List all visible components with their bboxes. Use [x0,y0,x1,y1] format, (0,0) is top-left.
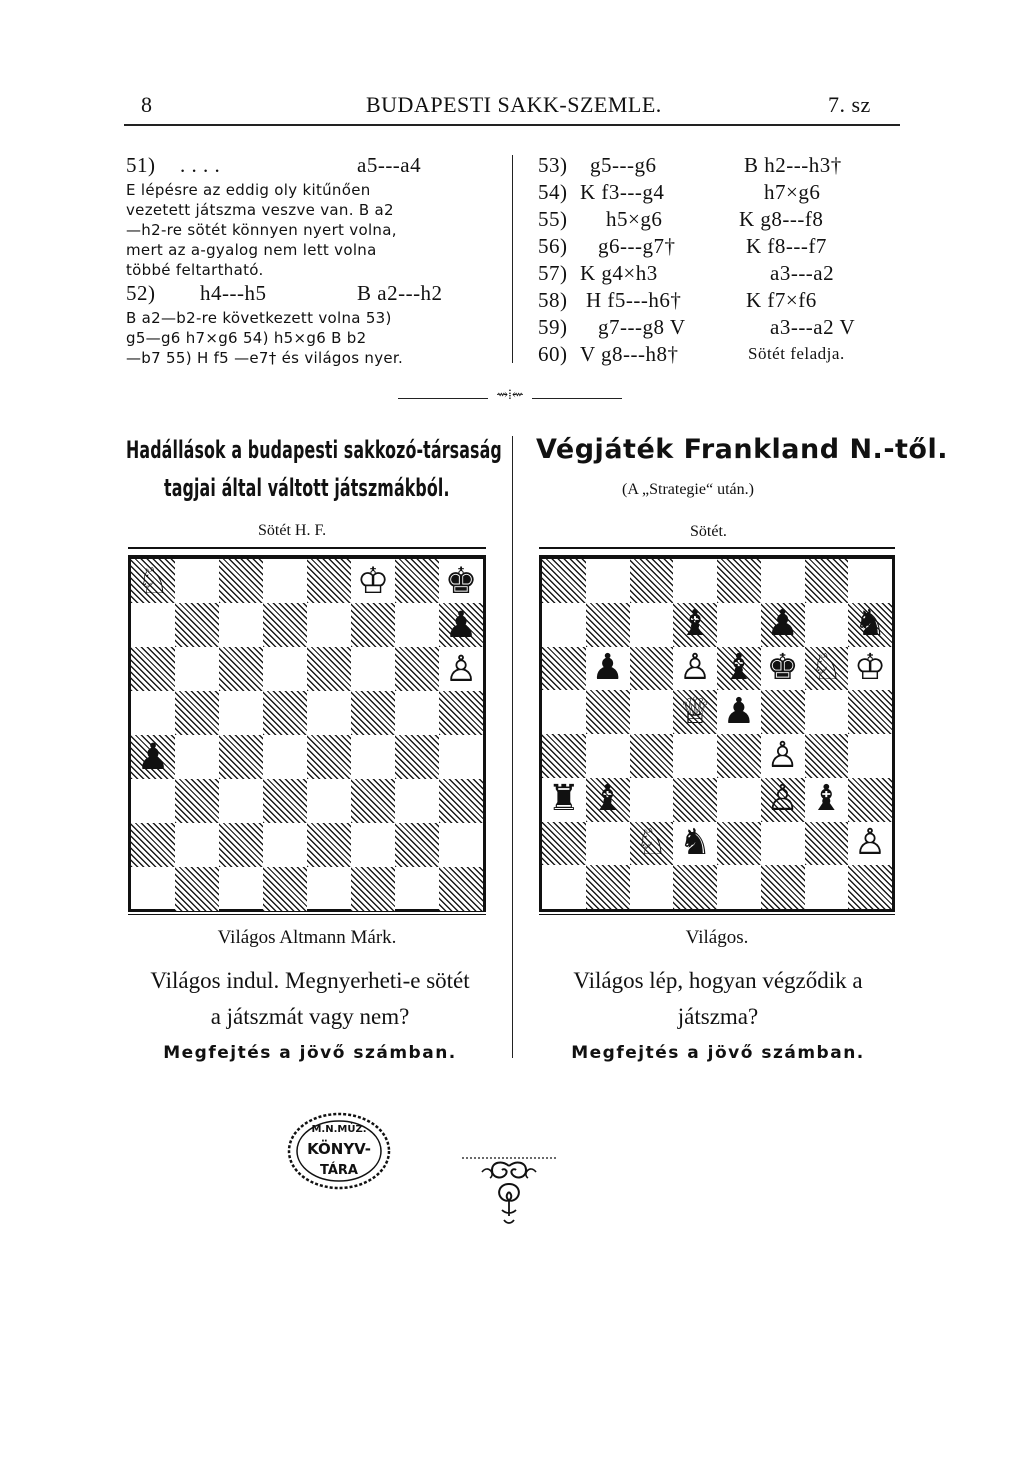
board-square-f6 [351,647,395,691]
board-square-g2 [395,823,439,867]
board-square-a6 [131,647,175,691]
board-square-b5 [175,691,219,735]
board-square-b1 [175,867,219,911]
board-square-a7 [131,603,175,647]
move-white: g6---g7† [598,234,676,258]
board-square-d6 [263,647,307,691]
board-square-g1 [395,867,439,911]
divider-rule-right [532,398,622,399]
black-pawn-icon: ♟ [722,690,755,732]
board-square-c8 [219,559,263,603]
question-line: Világos lép, hogyan végződik a [573,968,863,993]
board-square-f4 [351,735,395,779]
board-square-b7 [175,603,219,647]
board-square-d8 [263,559,307,603]
board-square-f2 [351,823,395,867]
board-square-c6 [219,647,263,691]
white-king-icon: ♔ [356,559,390,602]
white-side-label: Világos. [685,927,749,948]
move-black: a3---a2 [770,261,835,285]
column-rule-top [512,155,513,363]
board-square-f7 [351,603,395,647]
move-white: K f3---g4 [580,180,665,204]
black-bishop-icon: ♝ [679,603,712,645]
board-square-b4 [586,734,630,778]
board-square-c5 [630,690,674,734]
board-square-a1 [542,865,586,909]
note-line: mert az a-gyalog nem lett volna [126,241,377,259]
problem-left-heading-1: Hadállások a budapesti sakkozó-társaság [126,436,502,464]
board-square-g8 [805,559,849,603]
board-square-f2 [761,822,805,866]
board-frame-top [128,547,486,556]
board-square-h5 [848,690,892,734]
black-bishop-icon: ♝ [591,778,624,820]
board-square-e1 [307,867,351,911]
white-pawn-icon: ♙ [679,647,712,688]
board-square-g4 [805,734,849,778]
board-square-e2 [307,823,351,867]
question-line: Világos indul. Megnyerheti-e sötét [150,968,470,993]
board-square-d2 [263,823,307,867]
board-square-f1 [761,865,805,909]
black-knight-icon: ♞ [679,822,712,863]
note-line: B a2—b2-re következett volna 53) [126,309,392,327]
board-square-h5 [439,691,483,735]
problem-left-heading-2: tagjai által váltott játszmákból. [164,474,450,502]
board-square-g8 [395,559,439,603]
move-black: B a2---h2 [357,281,443,305]
black-bishop-icon: ♝ [722,647,755,688]
move-number: 52) [126,281,156,305]
board-square-c5 [219,691,263,735]
board-square-a2 [131,823,175,867]
board-square-e6 [307,647,351,691]
board-square-e3 [717,778,761,822]
white-king-icon: ♔ [854,647,887,688]
board-square-b8 [175,559,219,603]
board-square-c6 [630,647,674,691]
black-king-icon: ♚ [766,647,799,688]
white-pawn-icon: ♙ [854,822,887,863]
board-square-h1 [848,865,892,909]
white-pawn-icon: ♙ [444,647,478,690]
board-square-c3 [219,779,263,823]
board-square-c7 [630,603,674,647]
move-number: 60) [538,342,568,366]
move-white: H f5---h6† [586,288,682,312]
move-ellipsis: . . . . [180,153,221,177]
black-knight-icon: ♞ [854,603,887,645]
board-square-e4 [717,734,761,778]
header-rule [124,124,900,126]
board-square-f3 [351,779,395,823]
board-square-a6 [542,647,586,691]
black-pawn-icon: ♟ [136,735,170,778]
board-square-e2 [717,822,761,866]
page-number: 8 [141,92,153,117]
board-square-e7 [307,603,351,647]
black-pawn-icon: ♟ [766,603,799,645]
board-square-a3 [131,779,175,823]
move-number: 55) [538,207,568,231]
board-square-h4 [848,734,892,778]
board-square-d1 [263,867,307,911]
board-square-d5 [263,691,307,735]
white-knight-icon: ♘ [810,647,843,688]
board-square-a5 [542,690,586,734]
board-frame-bottom [539,914,895,919]
board-square-h1 [439,867,483,911]
move-white: g7---g8 V [598,315,686,339]
black-rook-icon: ♜ [547,778,580,820]
svg-text:M.N.MÚZ.: M.N.MÚZ. [311,1124,367,1135]
note-line: —h2-re sötét könnyen nyert volna, [126,221,397,239]
move-number: 53) [538,153,568,177]
black-side-label: Sötét. [690,523,727,540]
divider-ornament: ⇝⁞⇜ [496,388,524,403]
board-square-b8 [586,559,630,603]
board-square-d1 [673,865,717,909]
svg-text:KÖNYV-: KÖNYV- [307,1140,371,1158]
chessboard-right [539,556,895,912]
move-black: K g8---f8 [739,207,824,231]
problem-right-question [530,963,906,1035]
move-black: B h2---h3† [744,153,842,177]
board-square-b2 [586,822,630,866]
board-square-g7 [395,603,439,647]
move-black: h7×g6 [764,180,821,204]
board-frame-bottom [128,914,486,919]
board-square-e3 [307,779,351,823]
annotation-note [126,180,397,280]
board-square-a5 [131,691,175,735]
note-line: E lépésre az eddig oly kitűnően [126,181,371,199]
board-square-b5 [586,690,630,734]
board-square-d4 [263,735,307,779]
move-number: 51) [126,153,156,177]
board-square-g3 [395,779,439,823]
black-pawn-icon: ♟ [591,647,624,688]
note-line: g5—g6 h7×g6 54) h5×g6 B b2 [126,329,367,347]
white-knight-icon: ♘ [635,822,668,863]
board-square-g5 [805,690,849,734]
board-square-h3 [848,778,892,822]
board-square-h8 [848,559,892,603]
note-line: vezetett játszma veszve van. B a2 [126,201,394,219]
board-square-d8 [673,559,717,603]
svg-text:TÁRA: TÁRA [320,1163,358,1178]
board-square-a2 [542,822,586,866]
board-square-f5 [351,691,395,735]
problem-left-question [118,963,502,1035]
board-square-b4 [175,735,219,779]
board-square-c2 [219,823,263,867]
board-square-d3 [263,779,307,823]
board-square-b3 [175,779,219,823]
board-square-c3 [630,778,674,822]
board-square-d3 [673,778,717,822]
move-white: K g4×h3 [580,261,658,285]
move-black: Sötét feladja. [748,344,845,363]
question-line: a játszmát vagy nem? [210,1004,410,1029]
board-square-f8 [761,559,805,603]
board-square-a4 [542,734,586,778]
board-square-c8 [630,559,674,603]
board-square-g2 [805,822,849,866]
move-white: h5×g6 [606,207,663,231]
black-king-icon: ♚ [444,559,478,602]
move-number: 58) [538,288,568,312]
issue-number: 7. sz [828,92,871,117]
board-square-c1 [630,865,674,909]
ornament-vignette [462,1150,556,1226]
board-square-a7 [542,603,586,647]
white-pawn-icon: ♙ [766,778,799,820]
board-square-b1 [586,865,630,909]
board-square-c4 [630,734,674,778]
white-knight-icon: ♘ [136,559,170,602]
problem-right-heading: Végjáték Frankland N.-től. [536,434,948,465]
move-black: a5---a4 [357,153,422,177]
move-white: V g8---h8† [580,342,679,366]
move-number: 57) [538,261,568,285]
board-square-g5 [395,691,439,735]
question-line: játszma? [677,1004,759,1029]
board-square-d7 [263,603,307,647]
note-line: —b7 55) H f5 —e7† és világos nyer. [126,349,404,367]
board-square-e8 [717,559,761,603]
library-stamp [285,1110,393,1192]
move-number: 59) [538,315,568,339]
chessboard-left [128,556,486,912]
board-square-g6 [395,647,439,691]
board-square-d4 [673,734,717,778]
note-line: többé feltartható. [126,261,264,279]
move-black: K f8---f7 [746,234,827,258]
board-square-e8 [307,559,351,603]
annotation-note [126,308,403,368]
solution-note-right: Megfejtés a jövő számban. [571,1043,865,1063]
black-bishop-icon: ♝ [810,778,843,820]
board-square-c7 [219,603,263,647]
board-square-b6 [175,647,219,691]
board-square-a8 [542,559,586,603]
move-number: 54) [538,180,568,204]
column-rule-bottom [512,436,513,1058]
white-queen-icon: ♕ [679,690,712,732]
board-square-h2 [439,823,483,867]
board-square-h4 [439,735,483,779]
problem-source: (A „Strategie“ után.) [622,481,754,498]
white-pawn-icon: ♙ [766,734,799,776]
running-title: BUDAPESTI SAKK-SZEMLE. [366,92,662,117]
divider-rule-left [398,398,488,399]
board-square-e1 [717,865,761,909]
black-pawn-icon: ♟ [444,603,478,646]
board-square-g4 [395,735,439,779]
board-square-c4 [219,735,263,779]
move-black: K f7×f6 [746,288,817,312]
board-square-f1 [351,867,395,911]
board-square-e4 [307,735,351,779]
board-square-c1 [219,867,263,911]
move-white: h4---h5 [200,281,267,305]
board-frame-top [539,547,895,556]
section-divider [398,388,622,404]
board-square-a1 [131,867,175,911]
board-square-f5 [761,690,805,734]
move-white: g5---g6 [590,153,657,177]
move-number: 56) [538,234,568,258]
board-square-e5 [307,691,351,735]
solution-note-left: Megfejtés a jövő számban. [163,1043,457,1063]
board-square-e7 [717,603,761,647]
white-player-label: Világos Altmann Márk. [217,927,397,948]
board-square-h3 [439,779,483,823]
board-square-b7 [586,603,630,647]
black-player-label: Sötét H. F. [258,522,327,539]
move-black: a3---a2 V [770,315,856,339]
board-square-b2 [175,823,219,867]
board-square-g1 [805,865,849,909]
board-square-g7 [805,603,849,647]
